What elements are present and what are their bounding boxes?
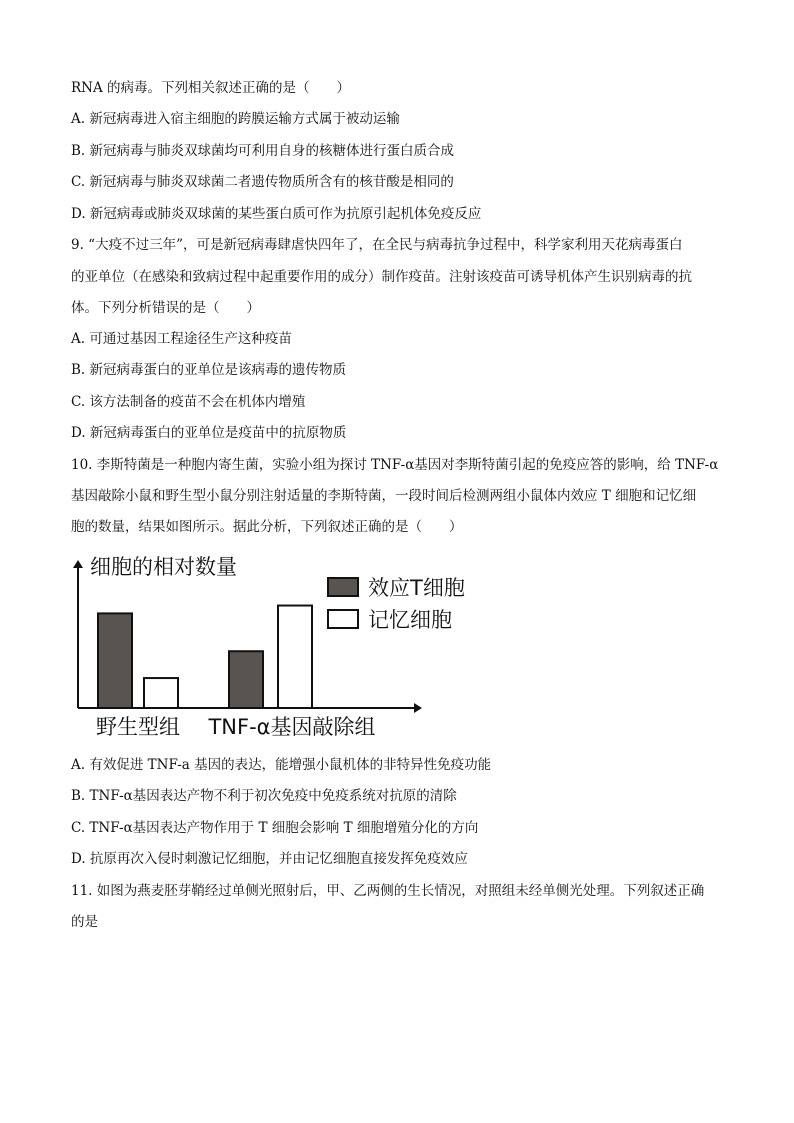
q11-stem-line-1: 11. 如图为燕麦胚芽鞘经过单侧光照射后，甲、乙两侧的生长情况，对照组未经单侧光处理。下列叙述正确	[71, 883, 705, 899]
q10-option-d: D. 抗原再次入侵时刺激记忆细胞，并由记忆细胞直接发挥免疫效应	[71, 851, 468, 867]
bar-wildtype-effector-t	[98, 613, 132, 708]
bar-wildtype-memory	[144, 678, 178, 708]
chart-bars	[98, 606, 312, 708]
y-axis-arrow	[73, 560, 83, 568]
q9-option-a: A. 可通过基因工程途径生产这种疫苗	[71, 331, 292, 347]
q9-option-d: D. 新冠病毒蛋白的亚单位是疫苗中的抗原物质	[71, 425, 347, 441]
q8-stem-end: RNA 的病毒。下列相关叙述正确的是（ ）	[71, 80, 351, 96]
bar-knockout-memory	[278, 606, 312, 708]
q9-stem-line-3: 体。下列分析错误的是（ ）	[71, 300, 260, 316]
q8-option-c: C. 新冠病毒与肺炎双球菌二者遗传物质所含有的核苷酸是相同的	[71, 174, 454, 190]
q8-option-b: B. 新冠病毒与肺炎双球菌均可利用自身的核糖体进行蛋白质合成	[71, 143, 455, 159]
legend-swatch-effector-t	[328, 578, 358, 596]
q10-option-b: B. TNF-α基因表达产物不利于初次免疫中免疫系统对抗原的清除	[71, 788, 457, 804]
bar-knockout-effector-t	[229, 651, 263, 708]
q9-stem-line-1: 9. “大疫不过三年”，可是新冠病毒肆虐快四年了，在全民与病毒抗争过程中，科学家利用天花病毒蛋白	[71, 237, 683, 253]
q8-option-d: D. 新冠病毒或肺炎双球菌的某些蛋白质可作为抗原引起机体免疫反应	[71, 206, 482, 222]
x-axis-arrow	[414, 703, 422, 713]
q11-stem-line-2: 的是	[71, 914, 98, 930]
legend-label-memory: 记忆细胞	[368, 608, 452, 632]
y-axis-label: 细胞的相对数量	[90, 555, 237, 579]
category-label-knockout: TNF-α基因敲除组	[208, 715, 376, 739]
legend-label-effector-t: 效应T细胞	[368, 576, 465, 600]
chart-svg	[62, 548, 465, 744]
q9-option-b: B. 新冠病毒蛋白的亚单位是该病毒的遗传物质	[71, 362, 347, 378]
q8-option-a: A. 新冠病毒进入宿主细胞的跨膜运输方式属于被动运输	[71, 111, 400, 127]
category-label-wildtype: 野生型组	[96, 715, 180, 739]
q10-option-c: C. TNF-α基因表达产物作用于 T 细胞会影响 T 细胞增殖分化的方向	[71, 820, 479, 836]
q10-stem-line-2: 基因敲除小鼠和野生型小鼠分别注射适量的李斯特菌，一段时间后检测两组小鼠体内效应 T 细胞和记忆细	[71, 488, 697, 504]
q10-stem-line-1: 10. 李斯特菌是一种胞内寄生菌，实验小组为探讨 TNF-α基因对李斯特菌引起的免疫应答的影响，给 TNF-α	[71, 457, 719, 473]
chart-legend	[328, 576, 465, 632]
q9-option-c: C. 该方法制备的疫苗不会在机体内增殖	[71, 394, 306, 410]
legend-swatch-memory	[328, 610, 358, 628]
q9-stem-line-2: 的亚单位（在感染和致病过程中起重要作用的成分）制作疫苗。注射该疫苗可诱导机体产生识别病毒的抗	[71, 269, 692, 285]
q10-option-a: A. 有效促进 TNF-a 基因的表达，能增强小鼠机体的非特异性免疫功能	[71, 757, 492, 773]
q10-stem-line-3: 胞的数量，结果如图所示。据此分析，下列叙述正确的是（ ）	[71, 519, 463, 535]
cell-count-chart	[62, 548, 465, 744]
